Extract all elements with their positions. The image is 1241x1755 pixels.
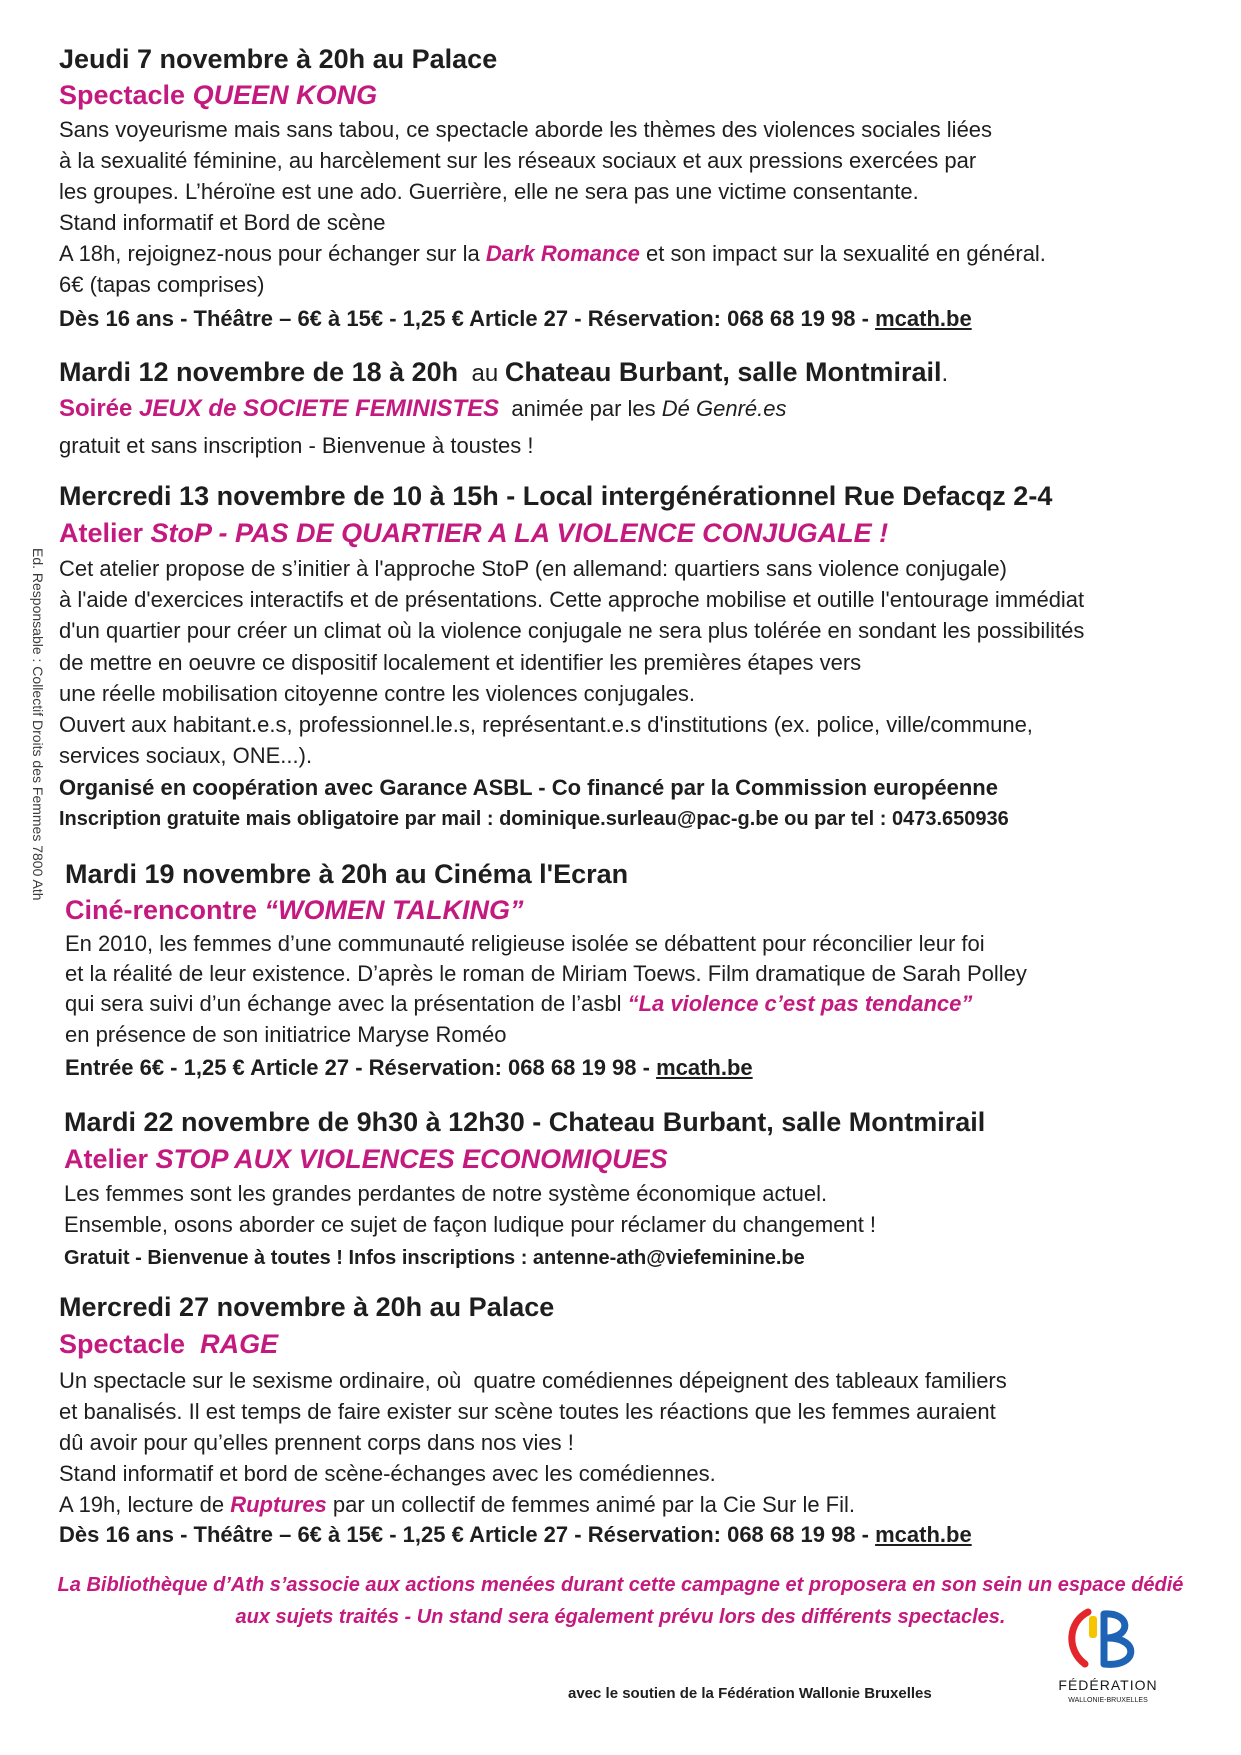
info-text: Dès 16 ans - Théâtre – 6€ à 15€ - 1,25 € Article 27 - Réservation: 068 68 19 98 - [59, 1522, 876, 1547]
body-line: et banalisés. Il est temps de faire exister sur scène toutes les réactions que les femmes auraient [59, 1399, 996, 1424]
support-credit: avec le soutien de la Fédération Wallonie Bruxelles [568, 1685, 932, 1702]
info-text: Entrée 6€ - 1,25 € Article 27 - Réservation: 068 68 19 98 - [65, 1054, 657, 1080]
event-title-prefix: Spectacle [59, 80, 193, 110]
body-line: en présence de son initiatrice Maryse Roméo [65, 1021, 507, 1047]
info-line: Organisé en coopération avec Garance ASBL - Co financé par la Commission européenne [59, 775, 998, 801]
body-line: de mettre en oeuvre ce dispositif localement et identifier les premières étapes vers [59, 649, 862, 675]
library-note-line: aux sujets traités - Un stand sera également prévu lors des différents spectacles. [235, 1606, 1006, 1628]
highlight-ruptures: Ruptures [230, 1492, 327, 1517]
body-line: les groupes. L’héroïne est une ado. Guerrière, elle ne sera pas une victime consentante. [59, 179, 919, 204]
fwb-logo [1058, 1606, 1158, 1711]
info-line [59, 300, 1046, 338]
body-text: par un collectif de femmes animé par la Cie Sur le Fil. [326, 1492, 856, 1517]
info-line: Gratuit - Bienvenue à toutes ! Infos inscriptions : antenne-ath@viefeminine.be [64, 1247, 805, 1269]
body-line: Sans voyeurisme mais sans tabou, ce spectacle aborde les thèmes des violences sociales liées [59, 117, 993, 142]
body-line: et la réalité de leur existence. D’après le roman de Miriam Toews. Film dramatique de Sarah Polley [65, 961, 1027, 987]
body-line: Cet atelier propose de s’initier à l'approche StoP (en allemand: quartiers sans violence conjugale) [59, 556, 1007, 581]
body-line: Un spectacle sur le sexisme ordinaire, où quatre comédiennes dépeignent des tableaux familiers [59, 1368, 1007, 1393]
event-women-talking [65, 857, 1027, 1086]
body-line [65, 989, 1027, 1019]
event-violences-economiques [64, 1105, 985, 1277]
publisher-note: Ed. Responsable : Collectif Droits des Femmes 7800 Ath [30, 548, 46, 901]
info-line [65, 1050, 1027, 1086]
info-line [59, 1520, 1007, 1550]
event-title-prefix: Atelier [64, 1144, 156, 1174]
body-line: Stand informatif et bord de scène-échanges avec les comédiennes. [59, 1461, 716, 1486]
event-jeux-feministes [59, 355, 948, 462]
event-heading: Mercredi 13 novembre de 10 à 15h - Local intergénérationnel Rue Defacqz 2-4 [59, 481, 1053, 511]
body-line: d'un quartier pour créer un climat où la violence conjugale ne sera plus tolérée en sondant les possibilités [59, 618, 1085, 644]
event-heading: Mardi 19 novembre à 20h au Cinéma l'Ecran [65, 859, 629, 889]
event-title-name: StoP - PAS DE QUARTIER A LA VIOLENCE CONJUGALE ! [150, 518, 889, 548]
event-title [59, 1324, 1007, 1365]
body-line: 6€ (tapas comprises) [59, 272, 265, 297]
event-place: Chateau Burbant, salle Montmirail [504, 357, 942, 387]
body-line: services sociaux, ONE...). [59, 743, 313, 769]
event-title-name: JEUX de SOCIETE FEMINISTES [139, 395, 500, 422]
logo-text-wallonie-bruxelles: WALLONIE-BRUXELLES [1068, 1697, 1148, 1704]
event-rage [59, 1290, 1007, 1550]
body-text: et son impact sur la sexualité en général. [639, 241, 1046, 266]
body-text: A 19h, lecture de [59, 1492, 231, 1517]
event-heading: Mardi 22 novembre de 9h30 à 12h30 - Chateau Burbant, salle Montmirail [64, 1107, 986, 1137]
event-stop-atelier [59, 479, 1084, 833]
body-line: Stand informatif et Bord de scène [59, 210, 386, 235]
event-queen-kong [59, 42, 1046, 338]
event-title [64, 1139, 985, 1179]
event-connector: au [458, 360, 505, 387]
event-title-name: RAGE [200, 1329, 279, 1359]
body-line: à la sexualité féminine, au harcèlement sur les réseaux sociaux et aux pressions exercées par [59, 148, 977, 173]
event-title [59, 391, 948, 430]
body-line: dû avoir pour qu’elles prennent corps dans nos vies ! [59, 1430, 574, 1455]
event-title-name: QUEEN KONG [192, 80, 378, 110]
body-line: Ouvert aux habitant.e.s, professionnel.le.s, représentant.e.s d'institutions (ex. police, ville/commune, [59, 712, 1033, 738]
logo-text-federation: FÉDÉRATION [1058, 1677, 1158, 1693]
event-title-name: STOP AUX VIOLENCES ECONOMIQUES [155, 1144, 668, 1174]
reservation-link[interactable]: mcath.be [875, 306, 972, 331]
event-heading-end: . [941, 360, 949, 387]
highlight-asbl-name: “La violence c’est pas tendance” [627, 991, 973, 1017]
body-text: qui sera suivi d’un échange avec la présentation de l’asbl [65, 991, 628, 1017]
logo-red-stroke [1072, 1612, 1088, 1664]
event-host: Dé Genré.es [661, 396, 787, 421]
highlight-dark-romance: Dark Romance [485, 241, 640, 266]
event-title-middle: animée par les [499, 396, 662, 421]
event-title-prefix: Ciné-rencontre [65, 895, 265, 925]
body-line: une réelle mobilisation citoyenne contre les violences conjugales. [59, 680, 695, 706]
body-line [59, 238, 1046, 269]
body-line: En 2010, les femmes d’une communauté religieuse isolée se débattent pour réconcilier leur foi [65, 931, 985, 956]
logo-blue-b [1104, 1614, 1131, 1664]
body-text: A 18h, rejoignez-nous pour échanger sur la [59, 241, 486, 266]
event-date: Mardi 12 novembre de 18 à 20h [59, 357, 459, 387]
logo-yellow-bar [1089, 1616, 1097, 1638]
event-heading: Mercredi 27 novembre à 20h au Palace [59, 1292, 555, 1322]
body-line: Ensemble, osons aborder ce sujet de façon ludique pour réclamer du changement ! [64, 1211, 877, 1237]
library-note-line: La Bibliothèque d’Ath s’associe aux actions menées durant cette campagne et proposera en son sein un espace dédié [57, 1574, 1184, 1596]
body-line: à l'aide d'exercices interactifs et de présentations. Cette approche mobilise et outille l'entourage immédiat [59, 587, 1085, 613]
body-line [59, 1489, 1007, 1520]
body-line: gratuit et sans inscription - Bienvenue à toustes ! [59, 433, 534, 458]
registration-line: Inscription gratuite mais obligatoire par mail : dominique.surleau@pac-g.be ou par tel : 0473.650936 [59, 808, 1009, 831]
event-title [59, 76, 1046, 114]
event-title-prefix: Soirée [59, 395, 140, 422]
event-heading [59, 355, 948, 391]
reservation-link[interactable]: mcath.be [656, 1054, 753, 1080]
info-text: Dès 16 ans - Théâtre – 6€ à 15€ - 1,25 € Article 27 - Réservation: 068 68 19 98 - [59, 306, 876, 331]
event-title-prefix: Spectacle [59, 1329, 201, 1359]
body-line: Les femmes sont les grandes perdantes de notre système économique actuel. [64, 1181, 828, 1206]
reservation-link[interactable]: mcath.be [875, 1522, 972, 1547]
event-title [65, 891, 1027, 929]
event-title-prefix: Atelier [59, 518, 151, 548]
event-title [59, 513, 1084, 553]
event-title-name: “WOMEN TALKING” [264, 895, 524, 925]
event-heading: Jeudi 7 novembre à 20h au Palace [59, 44, 498, 74]
library-note [0, 1569, 1241, 1633]
